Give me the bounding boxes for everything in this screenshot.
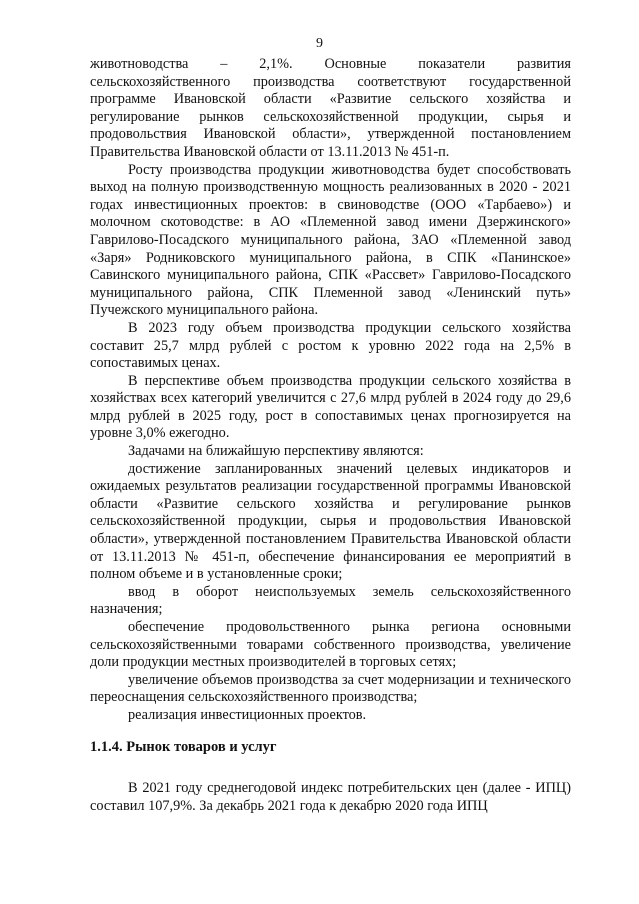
page-number: 9 (316, 36, 323, 51)
list-item: обеспечение продовольственного рынка региона основными сельскохозяйственными товарами собственного производства, увеличение доли продукции местных производителей в торговых сетях; (90, 619, 571, 671)
paragraph: Задачами на ближайшую перспективу являются: (128, 443, 424, 460)
paragraph: В 2021 году среднегодовой индекс потребительских цен (далее - ИПЦ) составил 107,9%. За декабрь 2021 года к декабрю 2020 года ИПЦ (90, 780, 571, 814)
paragraph: животноводства – 2,1%. Основные показатели развития сельскохозяйственного производства соответствуют государственной программе Ивановской области «Развитие сельского хозяйства и регулирование рынков сельскохозяйственной продукции, сырья и продовольствия Ивановской области», утвержденной постановлением Правительства Ивановской области от 13.11.2013 № 451-п. (90, 56, 571, 160)
section-heading: 1.1.4. Рынок товаров и услуг (90, 738, 277, 755)
list-item: увеличение объемов производства за счет модернизации и технического переоснащения сельскохозяйственного производства; (90, 671, 571, 706)
list-item: ввод в оборот неиспользуемых земель сельскохозяйственного назначения; (90, 583, 571, 618)
paragraph: В 2023 году объем производства продукции сельского хозяйства составит 25,7 млрд рублей с ростом к уровню 2022 года на 2,5% в сопоставимых ценах. (90, 319, 571, 372)
document-body (90, 56, 571, 815)
paragraph: В перспективе объем производства продукции сельского хозяйства в хозяйствах всех категорий увеличится с 27,6 млрд рублей в 2024 году до 29,6 млрд рублей в 2025 году, рост в сопоставимых ценах прогнозируется на уровне 3,0% ежегодно. (90, 372, 571, 442)
list-item: реализация инвестиционных проектов. (128, 706, 367, 723)
list-item: достижение запланированных значений целевых индикаторов и ожидаемых результатов реализации государственной программы Ивановской области «Развитие сельского хозяйства и регулирование рынков сельскохозяйственной продукции, сырья и продовольствия Ивановской области», утвержденной постановлением Правительства Ивановской области от 13.11.2013 № 451-п, обеспечение финансирования ее мероприятий в полном объеме и в установленные сроки; (90, 460, 571, 583)
paragraph: Росту производства продукции животноводства будет способствовать выход на полную производственную мощность реализованных в 2020 - 2021 годах инвестиционных проектов: в свиноводстве (ООО «Тарбаево») и молочном скотоводстве: в АО «Племенной завод имени Дзержинского» Гаврилово-Посадского муниципального района, ЗАО «Племенной завод «Заря» Родниковского муниципального района, в СПК «Панинское» Савинского муниципального района, СПК «Рассвет» Гаврилово-Посадского муниципального района, СПК Племенной завод «Ленинский путь» Пучежского муниципального района. (90, 161, 571, 319)
